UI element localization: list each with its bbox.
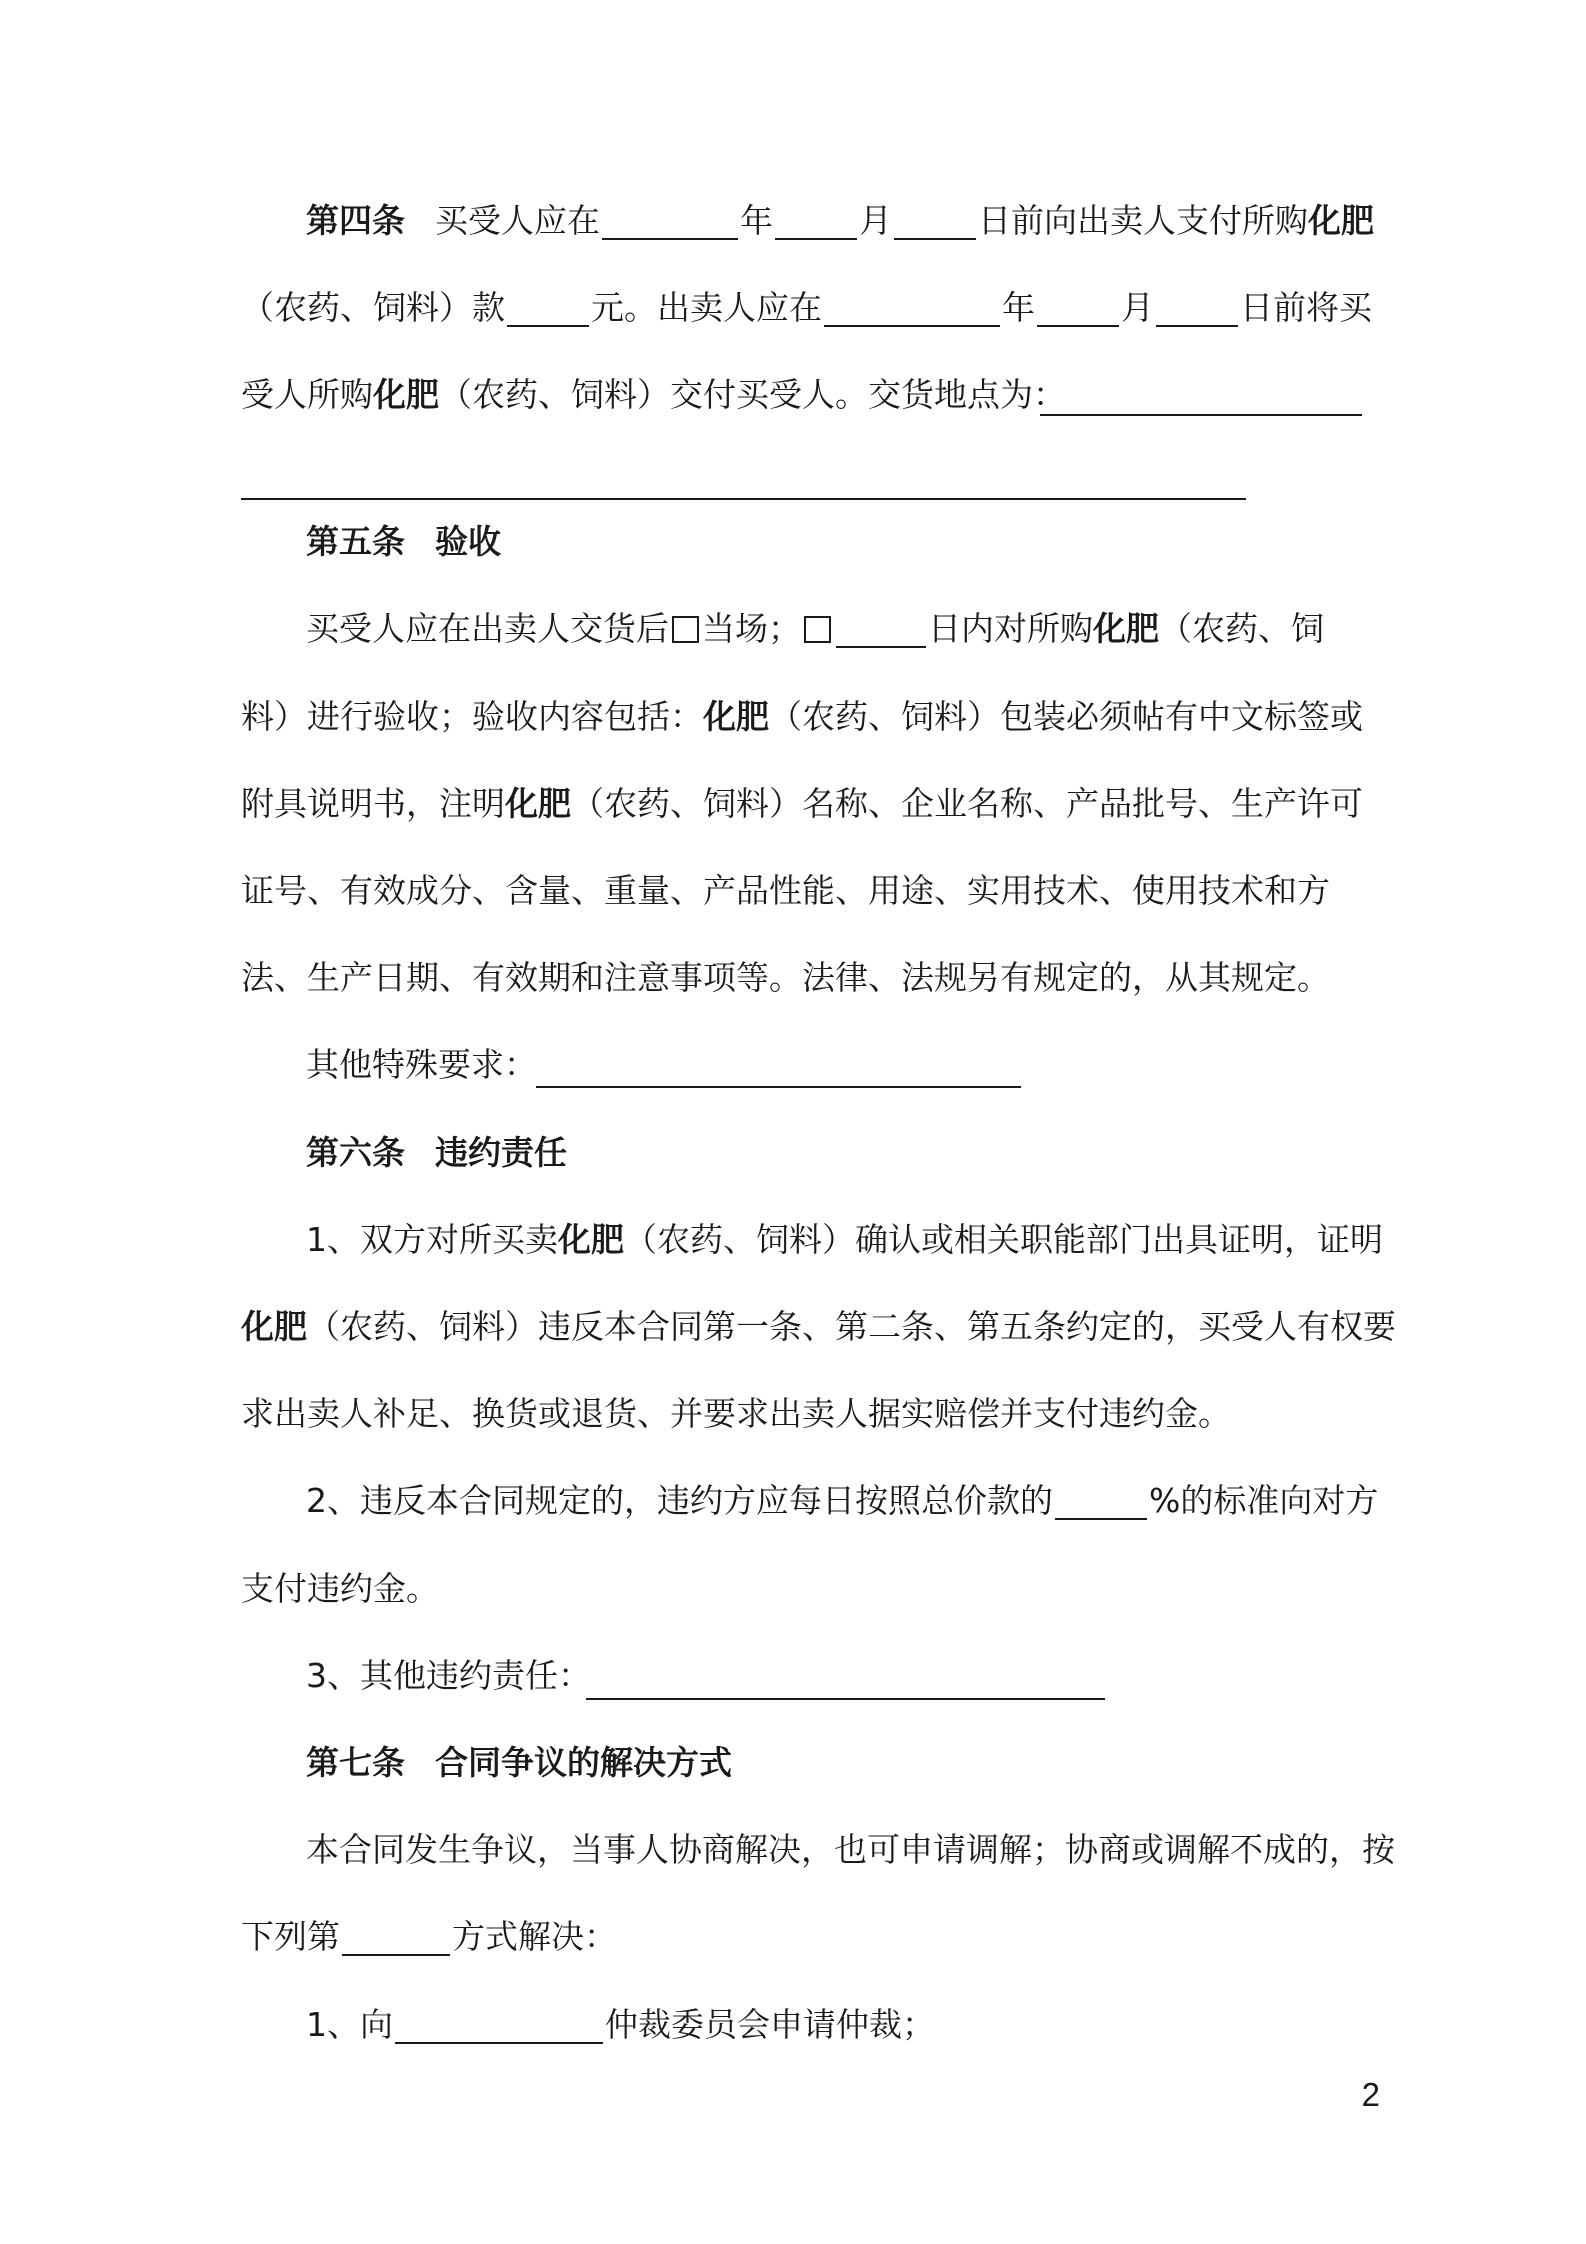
delivery-location-blank[interactable] xyxy=(1040,414,1362,416)
article6-line4: 2、违反本合同规定的，违约方应每日按照总价款的 %的标准向对方 xyxy=(306,1481,1379,1520)
penalty-percent-blank[interactable] xyxy=(1055,1484,1147,1520)
resolution-option-blank[interactable] xyxy=(342,1920,450,1956)
article6-line6: 3、其他违约责任： xyxy=(306,1656,591,1695)
other-liability-blank[interactable] xyxy=(586,1698,1105,1700)
article5-line3: 附具说明书，注明化肥（农药、饲料）名称、企业名称、产品批号、生产许可 xyxy=(241,784,1363,823)
article7-heading-line xyxy=(306,1740,1362,1786)
article7-heading: 第七条 xyxy=(306,1743,405,1782)
article4-line1: 第四条 买受人应在 年 月 日前向出卖人支付所购化肥 xyxy=(306,201,1374,240)
payment-day-blank[interactable] xyxy=(894,204,976,240)
article7-line2: 下列第 方式解决： xyxy=(241,1917,617,1956)
article6-heading: 第六条 xyxy=(306,1133,405,1172)
article4-line2: （农药、饲料）款 元。出卖人应在 年 月 日前将买 xyxy=(241,288,1372,327)
article7-option1: 1、向 仲裁委员会申请仲裁； xyxy=(306,2005,935,2044)
article5-line5: 法、生产日期、有效期和注意事项等。法律、法规另有规定的，从其规定。 xyxy=(241,958,1330,997)
page-number: 2 xyxy=(1361,2076,1380,2113)
delivery-location-blank-cont[interactable] xyxy=(241,498,1246,500)
article5-line1: 买受人应在出卖人交货后 当场； 日内对所购化肥（农药、饲 xyxy=(306,609,1324,648)
article6-title: 违约责任 xyxy=(435,1133,567,1172)
article7-line1: 本合同发生争议，当事人协商解决，也可申请调解；协商或调解不成的，按 xyxy=(306,1830,1395,1869)
delivery-month-blank[interactable] xyxy=(1037,291,1119,327)
days-checkbox[interactable] xyxy=(804,616,831,643)
article6-line1: 1、双方对所买卖化肥（农药、饲料）确认或相关职能部门出具证明，证明 xyxy=(306,1220,1383,1259)
payment-year-blank[interactable] xyxy=(602,204,738,240)
article6-line5: 支付违约金。 xyxy=(241,1569,439,1608)
article4-heading: 第四条 xyxy=(306,201,405,240)
article6-line3: 求出卖人补足、换货或退货、并要求出卖人据实赔偿并支付违约金。 xyxy=(241,1394,1231,1433)
payment-month-blank[interactable] xyxy=(775,204,857,240)
onsite-checkbox[interactable] xyxy=(672,616,699,643)
delivery-day-blank[interactable] xyxy=(1156,291,1238,327)
article4-line3: 受人所购化肥（农药、饲料）交付买受人。交货地点为： xyxy=(241,375,1066,414)
article5-line4: 证号、有效成分、含量、重量、产品性能、用途、实用技术、使用技术和方 xyxy=(241,871,1330,910)
article5-heading-line xyxy=(306,519,1362,565)
article6-heading-line xyxy=(306,1130,1362,1176)
article5-title: 验收 xyxy=(435,522,501,561)
article5-heading: 第五条 xyxy=(306,522,405,561)
article5-other-line: 其他特殊要求： xyxy=(306,1045,537,1084)
other-requirements-blank[interactable] xyxy=(536,1086,1021,1088)
payment-amount-blank[interactable] xyxy=(507,291,589,327)
article5-line2: 料）进行验收；验收内容包括：化肥（农药、饲料）包装必须帖有中文标签或 xyxy=(241,697,1363,736)
inspection-days-blank[interactable] xyxy=(836,612,926,648)
article6-line2: 化肥（农药、饲料）违反本合同第一条、第二条、第五条约定的，买受人有权要 xyxy=(241,1307,1396,1346)
article7-title: 合同争议的解决方式 xyxy=(435,1743,732,1782)
arbitration-committee-blank[interactable] xyxy=(395,2008,603,2044)
delivery-year-blank[interactable] xyxy=(824,291,1000,327)
